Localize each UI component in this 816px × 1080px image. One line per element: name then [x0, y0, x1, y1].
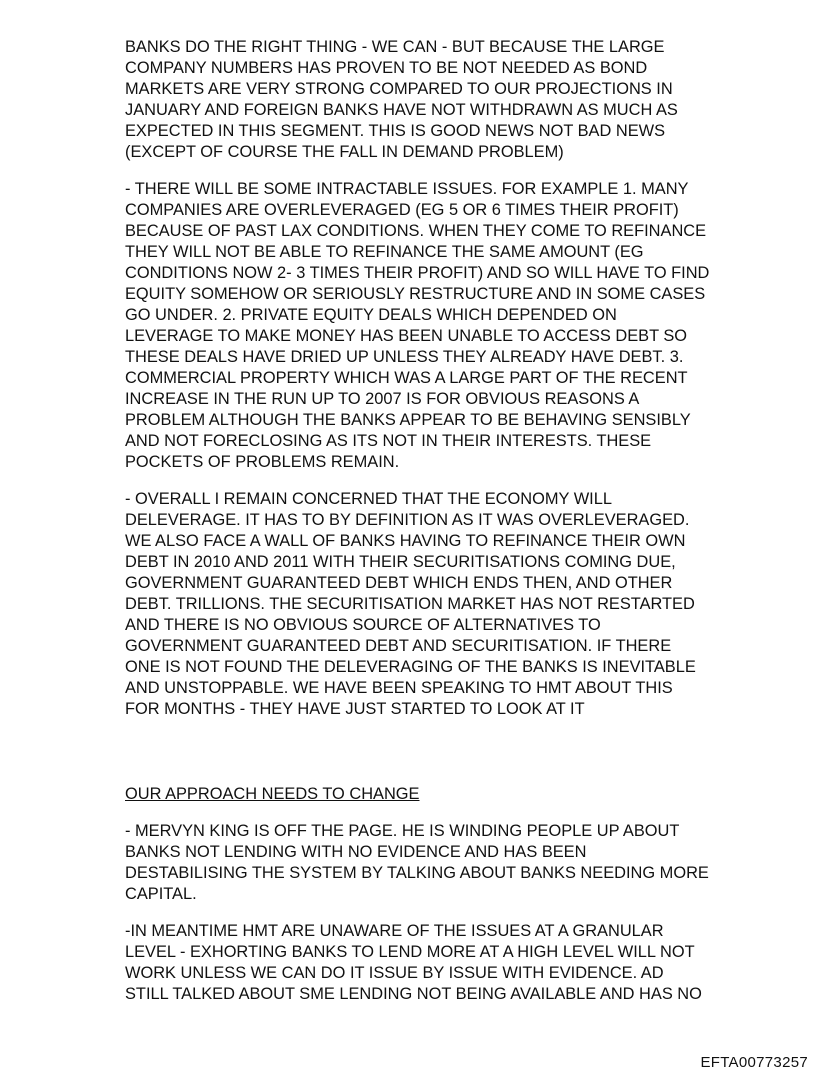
paragraph-intractable-issues: - THERE WILL BE SOME INTRACTABLE ISSUES. FOR EXAMPLE 1. MANY COMPANIES ARE OVERLEVERAGED (EG 5 OR 6 TIMES THEIR PROFIT) BECAUSE OF PAST LAX CONDITIONS. WHEN THEY COME TO REFINANCE THEY WILL NOT BE ABLE TO REFINANCE THE SAME AMOUNT (EG CONDITIONS NOW 2- 3 TIMES THEIR PROFIT) AND SO WILL HAVE TO FIND EQUITY SOMEHOW OR SERIOUSLY RESTRUCTURE AND IN SOME CASES GO UNDER. 2. PRIVATE EQUITY DEALS WHICH DEPENDED ON LEVERAGE TO MAKE MONEY HAS BEEN UNABLE TO ACCESS DEBT SO THESE DEALS HAVE DRIED UP UNLESS THEY ALREADY HAVE DEBT. 3. COMMERCIAL PROPERTY WHICH WAS A LARGE PART OF THE RECENT INCREASE IN THE RUN UP TO 2007 IS FOR OBVIOUS REASONS A PROBLEM ALTHOUGH THE BANKS APPEAR TO BE BEHAVING SENSIBLY AND NOT FORECLOSING AS ITS NOT IN THEIR INTERESTS. THESE POCKETS OF PROBLEMS REMAIN. [125, 180, 710, 471]
paragraph-bond-markets: BANKS DO THE RIGHT THING - WE CAN - BUT BECAUSE THE LARGE COMPANY NUMBERS HAS PROVEN TO BE NOT NEEDED AS BOND MARKETS ARE VERY STRONG COMPARED TO OUR PROJECTIONS IN JANUARY AND FOREIGN BANKS HAVE NOT WITHDRAWN AS MUCH AS EXPECTED IN THIS SEGMENT. THIS IS GOOD NEWS NOT BAD NEWS (EXCEPT OF COURSE THE FALL IN DEMAND PROBLEM) [125, 38, 678, 161]
section-gap [125, 736, 775, 784]
paragraph-deleverage-concern: - OVERALL I REMAIN CONCERNED THAT THE ECONOMY WILL DELEVERAGE. IT HAS TO BY DEFINITION AS IT WAS OVERLEVERAGED. WE ALSO FACE A WALL OF BANKS HAVING TO REFINANCE THEIR OWN DEBT IN 2010 AND 2011 WITH THEIR SECURITISATIONS COMING DUE, GOVERNMENT GUARANTEED DEBT WHICH ENDS THEN, AND OTHER DEBT. TRILLIONS. THE SECURITISATION MARKET HAS NOT RESTARTED AND THERE IS NO OBVIOUS SOURCE OF ALTERNATIVES TO GOVERNMENT GUARANTEED DEBT AND SECURITISATION. IF THERE ONE IS NOT FOUND THE DELEVERAGING OF THE BANKS IS INEVITABLE AND UNSTOPPABLE. WE HAVE BEEN SPEAKING TO HMT ABOUT THIS FOR MONTHS - THEY HAVE JUST STARTED TO LOOK AT IT [125, 490, 696, 718]
document-page [125, 37, 775, 1021]
paragraph-mervyn-king: - MERVYN KING IS OFF THE PAGE. HE IS WINDING PEOPLE UP ABOUT BANKS NOT LENDING WITH NO EVIDENCE AND HAS BEEN DESTABILISING THE SYSTEM BY TALKING ABOUT BANKS NEEDING MORE CAPITAL. [125, 822, 709, 903]
section-heading: OUR APPROACH NEEDS TO CHANGE [125, 785, 420, 803]
document-id-stamp: EFTA00773257 [700, 1054, 808, 1071]
paragraph-hmt-unaware: -IN MEANTIME HMT ARE UNAWARE OF THE ISSUES AT A GRANULAR LEVEL - EXHORTING BANKS TO LEND MORE AT A HIGH LEVEL WILL NOT WORK UNLESS WE CAN DO IT ISSUE BY ISSUE WITH EVIDENCE. AD STILL TALKED ABOUT SME LENDING NOT BEING AVAILABLE AND HAS NO [125, 922, 702, 1003]
